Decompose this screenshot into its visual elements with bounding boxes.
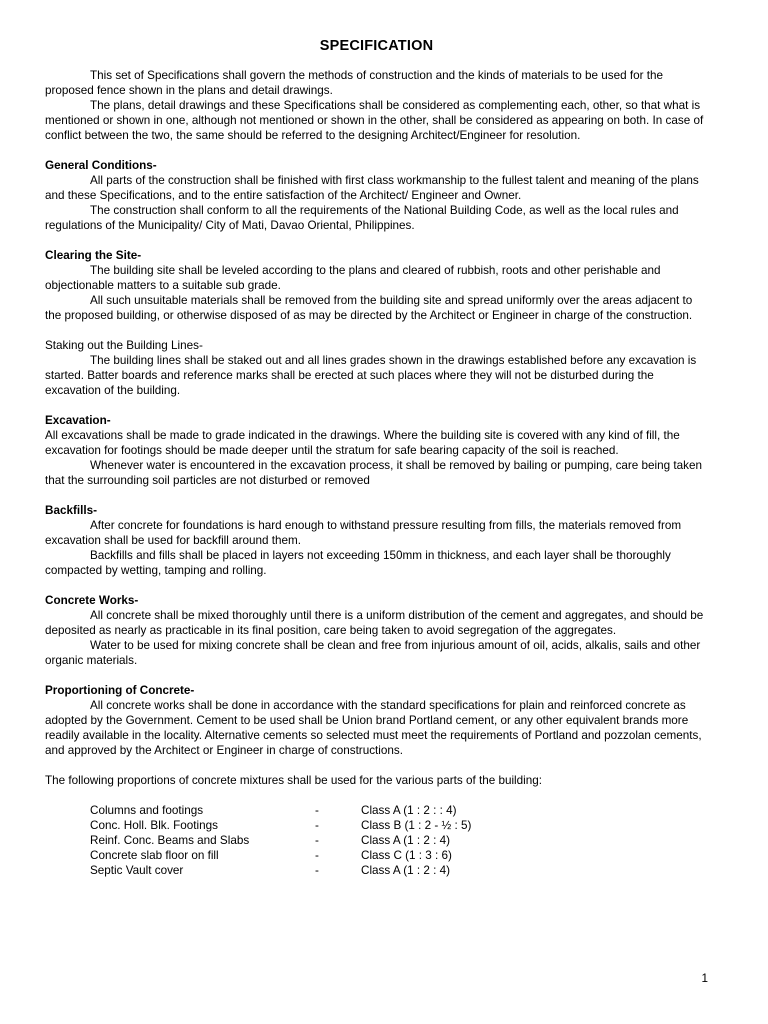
mixture-dash: - xyxy=(315,819,319,832)
table-row xyxy=(90,818,471,833)
section-backfills xyxy=(45,503,708,578)
mixture-class: Class A (1 : 2 : 4) xyxy=(361,834,450,847)
section-paragraph: The building lines shall be staked out and all lines grades shown in the drawings established before any excavation is started. Batter boards and reference marks shall be erected at such places where they will not be disturbed during the excavation of the building. xyxy=(45,354,697,397)
section-clearing-the-site xyxy=(45,248,708,323)
section-paragraph: Water to be used for mixing concrete shall be clean and free from injurious amount of oil, acids, alkalis, sails and other organic materials. xyxy=(45,639,701,667)
mixture-part: Columns and footings xyxy=(90,804,204,817)
mixture-class: Class A (1 : 2 : : 4) xyxy=(361,804,457,817)
section-heading: Clearing the Site- xyxy=(45,249,142,262)
mixture-class: Class A (1 : 2 : 4) xyxy=(361,864,450,877)
section-paragraph: The following proportions of concrete mixtures shall be used for the various parts of the building: xyxy=(45,774,542,787)
page-number: 1 xyxy=(701,972,708,985)
section-paragraph: All excavations shall be made to grade indicated in the drawings. Where the building site is covered with any kind of fill, the excavation for footings should be made deeper until the stratum for safe bearing capacity of the soil is reached. xyxy=(45,429,680,457)
section-paragraph: The building site shall be leveled according to the plans and cleared of rubbish, roots and other perishable and objectionable matters to a suitable sub grade. xyxy=(45,264,661,292)
section-heading: Concrete Works- xyxy=(45,594,139,607)
section-general-conditions xyxy=(45,158,708,233)
mixture-class: Class B (1 : 2 - ½ : 5) xyxy=(361,819,472,832)
section-staking-out xyxy=(45,338,708,398)
section-heading: Backfills- xyxy=(45,504,97,517)
section-heading: Excavation- xyxy=(45,414,111,427)
intro-paragraph-2: The plans, detail drawings and these Specifications shall be considered as complementing each, other, so that what is mentioned or shown in one, although not mentioned or shown in the other, shall be considered as appearing on both. In case of conflict between the two, the same should be referred to the designing Architect/Engineer for resolution. xyxy=(45,99,704,142)
mixture-dash: - xyxy=(315,804,319,817)
mixture-table xyxy=(90,803,471,878)
section-heading: General Conditions- xyxy=(45,159,157,172)
section-heading: Staking out the Building Lines- xyxy=(45,339,203,352)
section-paragraph: All concrete works shall be done in accordance with the standard specifications for plain and reinforced concrete as adopted by the Government. Cement to be used shall be Union brand Portland cement, or any other equivalent brands more readily available in the locality. Alternative cements so selected must meet the requirements of Portland and pozzolan cements, and approved by the Architect or Engineer in charge of constructions. xyxy=(45,699,702,757)
section-excavation xyxy=(45,413,708,488)
mixture-part: Conc. Holl. Blk. Footings xyxy=(90,819,218,832)
section-paragraph: The construction shall conform to all the requirements of the National Building Code, as well as the local rules and regulations of the Municipality/ City of Mati, Davao Oriental, Philippines. xyxy=(45,204,679,232)
table-row xyxy=(90,863,471,878)
mixture-class: Class C (1 : 3 : 6) xyxy=(361,849,452,862)
intro-paragraph-1: This set of Specifications shall govern the methods of construction and the kinds of materials to be used for the proposed fence shown in the plans and detail drawings. xyxy=(45,69,664,97)
mixture-dash: - xyxy=(315,849,319,862)
section-paragraph: All parts of the construction shall be finished with first class workmanship to the fullest talent and meaning of the plans and these Specifications, and to the entire satisfaction of the Architect/ Engineer and Owner. xyxy=(45,174,699,202)
section-proportioning xyxy=(45,683,708,788)
page-title: SPECIFICATION xyxy=(319,38,434,54)
section-paragraph: Whenever water is encountered in the excavation process, it shall be removed by bailing or pumping, care being taken that the surrounding soil particles are not disturbed or removed xyxy=(45,459,702,487)
section-paragraph: After concrete for foundations is hard enough to withstand pressure resulting from fills, the materials removed from excavation shall be used for backfill around them. xyxy=(45,519,682,547)
mixture-dash: - xyxy=(315,834,319,847)
table-row xyxy=(90,803,471,818)
section-paragraph: All such unsuitable materials shall be removed from the building site and spread uniformly over the areas adjacent to the proposed building, or otherwise disposed of as may be directed by the Architect or Engineer in charge of the construction. xyxy=(45,294,693,322)
mixture-part: Concrete slab floor on fill xyxy=(90,849,219,862)
section-paragraph: All concrete shall be mixed thoroughly until there is a uniform distribution of the cement and aggregates, and should be deposited as nearly as practicable in its final position, care being taken to avoid segregation of the aggregates. xyxy=(45,609,704,637)
table-row xyxy=(90,833,471,848)
section-concrete-works xyxy=(45,593,708,668)
section-heading: Proportioning of Concrete- xyxy=(45,684,195,697)
table-row xyxy=(90,848,471,863)
section-paragraph: Backfills and fills shall be placed in layers not exceeding 150mm in thickness, and each layer shall be thoroughly compacted by wetting, tamping and rolling. xyxy=(45,549,671,577)
mixture-dash: - xyxy=(315,864,319,877)
mixture-part: Septic Vault cover xyxy=(90,864,184,877)
mixture-part: Reinf. Conc. Beams and Slabs xyxy=(90,834,250,847)
